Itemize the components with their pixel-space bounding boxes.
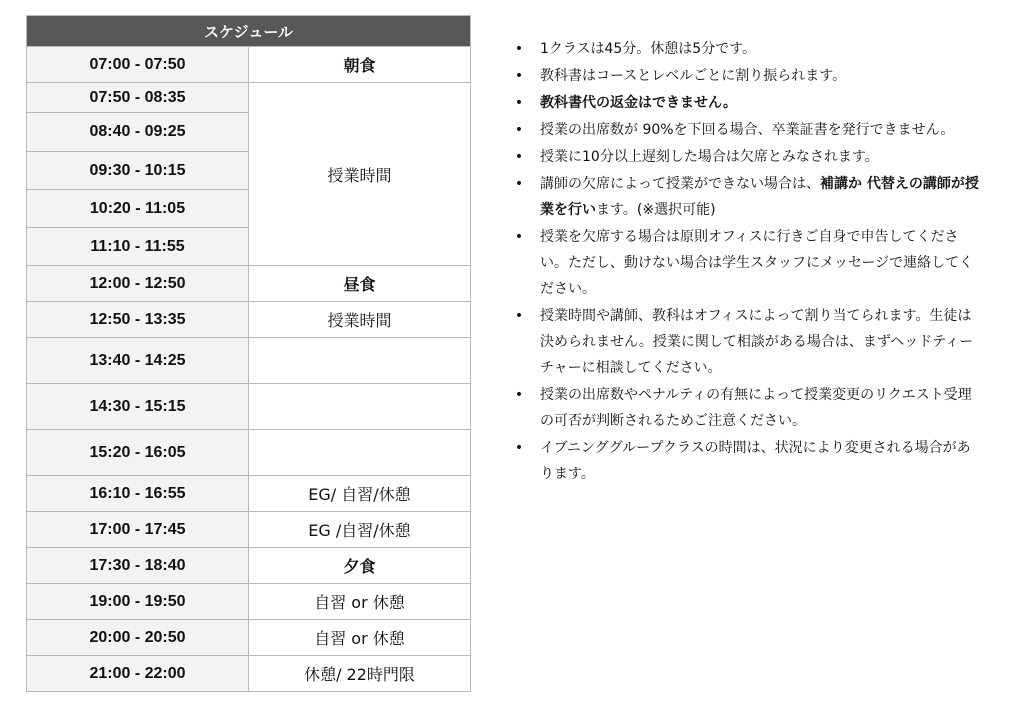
note-item: [514, 117, 984, 143]
activity-cell: [249, 338, 471, 384]
note-text: 授業時間や講師、教科はオフィスによって割り当てられます。生徒は決められません。授業に関して相談がある場合は、まずヘッドティーチャーに相談してください。: [540, 308, 974, 376]
schedule-row: [27, 656, 471, 692]
time-slot: 10:20 - 11:05: [27, 190, 249, 228]
schedule-body: [27, 47, 471, 692]
schedule-row: [27, 430, 471, 476]
schedule-row: [27, 620, 471, 656]
activity-cell: 朝食: [249, 47, 471, 83]
note-text: 授業に10分以上遅刻した場合は欠席とみなされます。: [540, 149, 879, 165]
activity-cell: 昼食: [249, 266, 471, 302]
time-slot: 16:10 - 16:55: [27, 476, 249, 512]
time-slot: 17:00 - 17:45: [27, 512, 249, 548]
time-slot: 21:00 - 22:00: [27, 656, 249, 692]
activity-cell: EG /自習/休憩: [249, 512, 471, 548]
time-slot: 12:00 - 12:50: [27, 266, 249, 302]
schedule-row: [27, 266, 471, 302]
time-slot: 07:00 - 07:50: [27, 47, 249, 83]
note-text: 教科書はコースとレベルごとに割り振られます。: [540, 68, 847, 84]
note-item: [514, 224, 984, 302]
note-text: 授業の出席数やペナルティの有無によって授業変更のリクエスト受理の可否が判断されるためご注意ください。: [540, 387, 972, 429]
schedule-row: [27, 548, 471, 584]
bullet-icon: •: [514, 440, 524, 456]
time-slot: 14:30 - 15:15: [27, 384, 249, 430]
note-item: [514, 63, 984, 89]
schedule-header: スケジュール: [27, 16, 471, 47]
note-text: 授業の出席数が 90%を下回る場合、卒業証書を発行できません。: [540, 122, 955, 138]
note-text: イブニンググループクラスの時間は、状況により変更される場合があります。: [540, 440, 971, 482]
time-slot: 17:30 - 18:40: [27, 548, 249, 584]
schedule-row: [27, 476, 471, 512]
schedule-row: [27, 338, 471, 384]
bullet-icon: •: [514, 41, 524, 57]
note-item: [514, 171, 984, 223]
activity-cell: EG/ 自習/休憩: [249, 476, 471, 512]
note-text: 補講か 代替えの講師が授業を行い: [540, 176, 979, 218]
time-slot: 13:40 - 14:25: [27, 338, 249, 384]
activity-cell: 自習 or 休憩: [249, 620, 471, 656]
note-text: 講師の欠席によって授業ができない場合は、: [540, 176, 820, 192]
schedule-header-row: [27, 16, 471, 47]
note-item: [514, 144, 984, 170]
schedule-row: [27, 302, 471, 338]
bullet-icon: •: [514, 229, 524, 245]
schedule-row: [27, 384, 471, 430]
time-slot: 15:20 - 16:05: [27, 430, 249, 476]
schedule-row: [27, 512, 471, 548]
bullet-icon: •: [514, 308, 524, 324]
note-text: 授業を欠席する場合は原則オフィスに行きご自身で申告してください。ただし、動けない場合は学生スタッフにメッセージで連絡してください。: [540, 229, 974, 297]
activity-cell: 休憩/ 22時門限: [249, 656, 471, 692]
bullet-icon: •: [514, 176, 524, 192]
bullet-icon: •: [514, 95, 524, 111]
activity-cell: [249, 384, 471, 430]
time-slot: 08:40 - 09:25: [27, 113, 249, 152]
time-slot: 11:10 - 11:55: [27, 228, 249, 266]
schedule-table: [26, 15, 471, 692]
activity-cell: [249, 430, 471, 476]
schedule-row: [27, 47, 471, 83]
bullet-icon: •: [514, 387, 524, 403]
time-slot: 09:30 - 10:15: [27, 152, 249, 190]
schedule-row: [27, 584, 471, 620]
time-slot: 19:00 - 19:50: [27, 584, 249, 620]
note-item: [514, 90, 984, 116]
time-slot: 12:50 - 13:35: [27, 302, 249, 338]
activity-cell: 自習 or 休憩: [249, 584, 471, 620]
time-slot: 20:00 - 20:50: [27, 620, 249, 656]
activity-cell: 夕食: [249, 548, 471, 584]
note-text: 1クラスは45分。休憩は5分です。: [540, 41, 757, 57]
note-item: [514, 36, 984, 62]
activity-cell: 授業時間: [249, 302, 471, 338]
bullet-icon: •: [514, 122, 524, 138]
note-item: [514, 303, 984, 381]
note-item: [514, 435, 984, 487]
note-text: ます。(※選択可能): [596, 202, 716, 218]
time-slot: 07:50 - 08:35: [27, 83, 249, 113]
notes-list: [514, 36, 984, 488]
bullet-icon: •: [514, 68, 524, 84]
note-item: [514, 382, 984, 434]
bullet-icon: •: [514, 149, 524, 165]
schedule-row: [27, 83, 471, 113]
note-text: 教科書代の返金はできません。: [540, 95, 737, 111]
activity-cell: 授業時間: [249, 83, 471, 266]
